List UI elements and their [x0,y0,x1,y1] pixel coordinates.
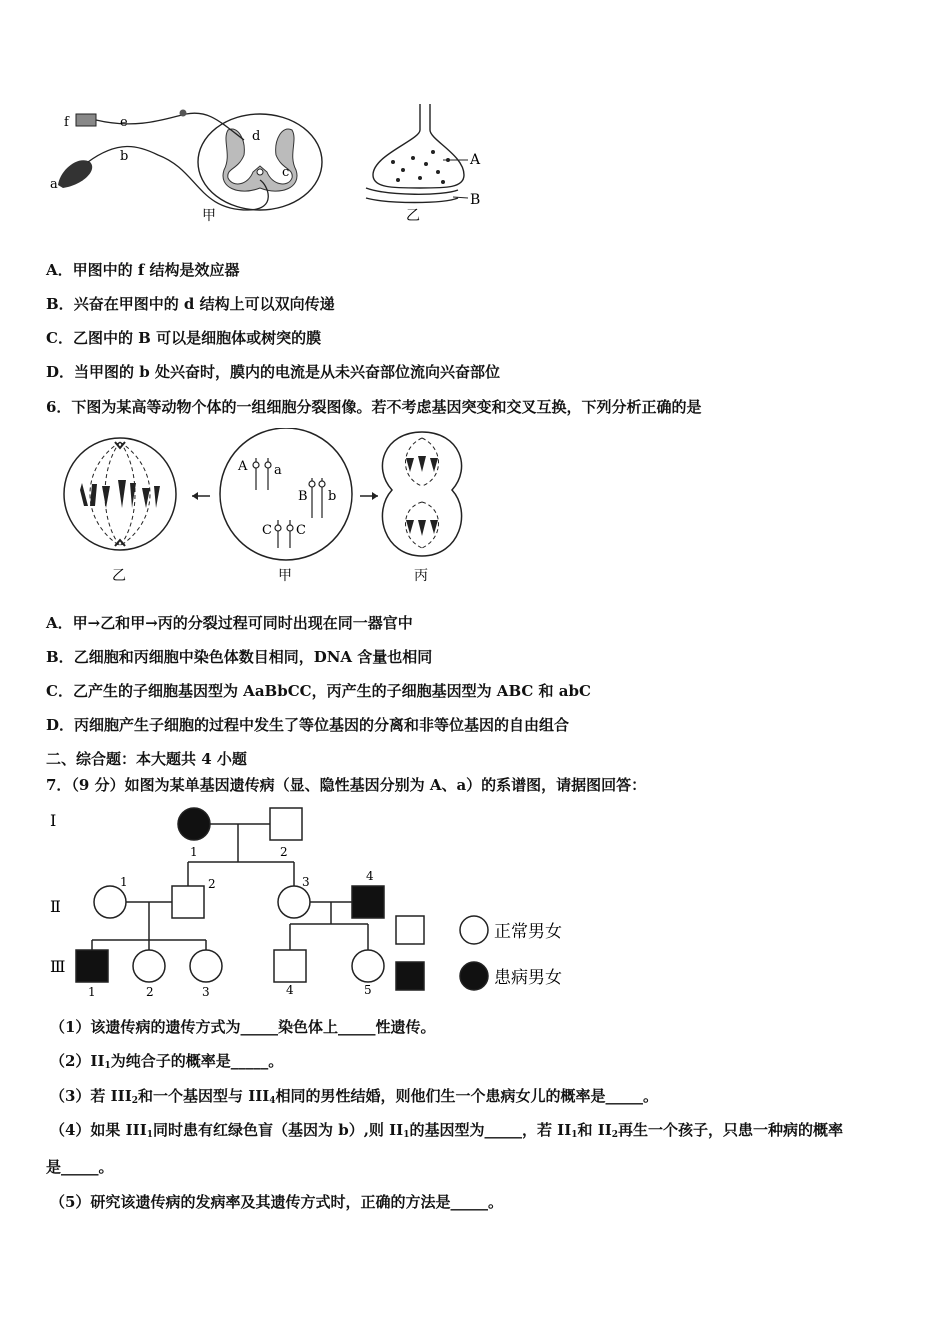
label-b: b [120,149,129,164]
gene-A: A [238,459,248,474]
q7-sub1: （1）该遗传病的遗传方式为_____染色体上_____性遗传。 [50,1018,436,1036]
ped-II-3: 3 [302,875,310,889]
label-B: B [470,192,481,208]
gen-label-II: Ⅱ [50,897,61,916]
cell-division-figure [60,428,480,588]
label-c: c [282,165,290,180]
q6-option-b: B．乙细胞和丙细胞中染色体数目相同，DNA 含量也相同 [46,648,433,666]
ped-II-4: 4 [366,869,374,883]
caption-yi: 乙 [406,208,420,224]
legend-normal: 正常男女 [494,922,562,942]
gene-B: B [298,489,308,504]
section-title: 二、综合题：本大题共 4 小题 [46,750,247,768]
label-A: A [470,152,481,168]
gene-b: b [328,489,337,504]
ped-III-4: 4 [286,983,294,997]
gene-C2: C [296,523,306,538]
label-d: d [252,129,261,144]
gen-label-I: Ⅰ [50,811,57,830]
q7-sub4: （4）如果 $III_1$同时患有红绿色盲（基因为 b）,则 $II_1$的基因型为_____，若 $II_1$和 $II_2$再生一个孩子，只患一种病的概率 [50,1121,844,1140]
caption-jia: 甲 [202,208,216,224]
q5-option-d: D．当甲图的 b 处兴奋时，膜内的电流是从未兴奋部位流向兴奋部位 [46,363,500,381]
cell-label-bing: 丙 [414,568,428,584]
q6-stem: 6．下图为某高等动物个体的一组细胞分裂图像。若不考虑基因突变和交叉互换，下列分析正确的是 [46,398,702,416]
q5-option-a: A．甲图中的 f 结构是效应器 [46,261,240,279]
cell-label-yi: 乙 [112,568,126,584]
q6-option-c: C．乙产生的子细胞基因型为 AaBbCC，丙产生的子细胞基因型为 ABC 和 abC [46,682,591,700]
q7-sub5: （5）研究该遗传病的发病率及其遗传方式时，正确的方法是_____。 [50,1193,503,1211]
label-e: e [120,115,128,130]
ped-II-1: 1 [120,875,128,889]
q5-option-c: C．乙图中的 B 可以是细胞体或树突的膜 [46,329,322,347]
pedigree-chart [44,800,584,1000]
ped-III-2: 2 [146,985,154,999]
ped-I-1: 1 [190,845,198,859]
ped-III-3: 3 [202,985,210,999]
legend-affected: 患病男女 [494,968,562,988]
q6-option-d: D．丙细胞产生子细胞的过程中发生了等位基因的分离和非等位基因的自由组合 [46,716,570,734]
ped-I-2: 2 [280,845,288,859]
q7-sub2: $(2)II_1$为纯合子的概率是_____。 [50,1052,284,1071]
label-a: a [50,177,58,192]
gene-C1: C [262,523,272,538]
q6-option-a: A．甲→乙和甲→丙的分裂过程可同时出现在同一器官中 [46,614,413,632]
q7-sub3: （3）若 $III_2$和一个基因型与 $III_4$相同的男性结婚，则他们生一个患病女儿的概率是_____。 [50,1087,659,1106]
label-f: f [64,115,69,130]
gen-label-III: Ⅲ [50,957,66,976]
ped-III-5: 5 [364,983,372,997]
ped-III-1: 1 [88,985,96,999]
q7-sub4-cont: 是_____。 [46,1158,114,1176]
ped-II-2: 2 [208,877,216,891]
cell-label-jia: 甲 [278,568,292,584]
q5-option-b: B．兴奋在甲图中的 d 结构上可以双向传递 [46,295,335,313]
gene-a: a [274,463,282,478]
reflex-arc-figure [48,100,508,235]
q7-stem: 7．（9 分）如图为某单基因遗传病（显、隐性基因分别为 A、a）的系谱图，请据图回答： [46,776,647,794]
